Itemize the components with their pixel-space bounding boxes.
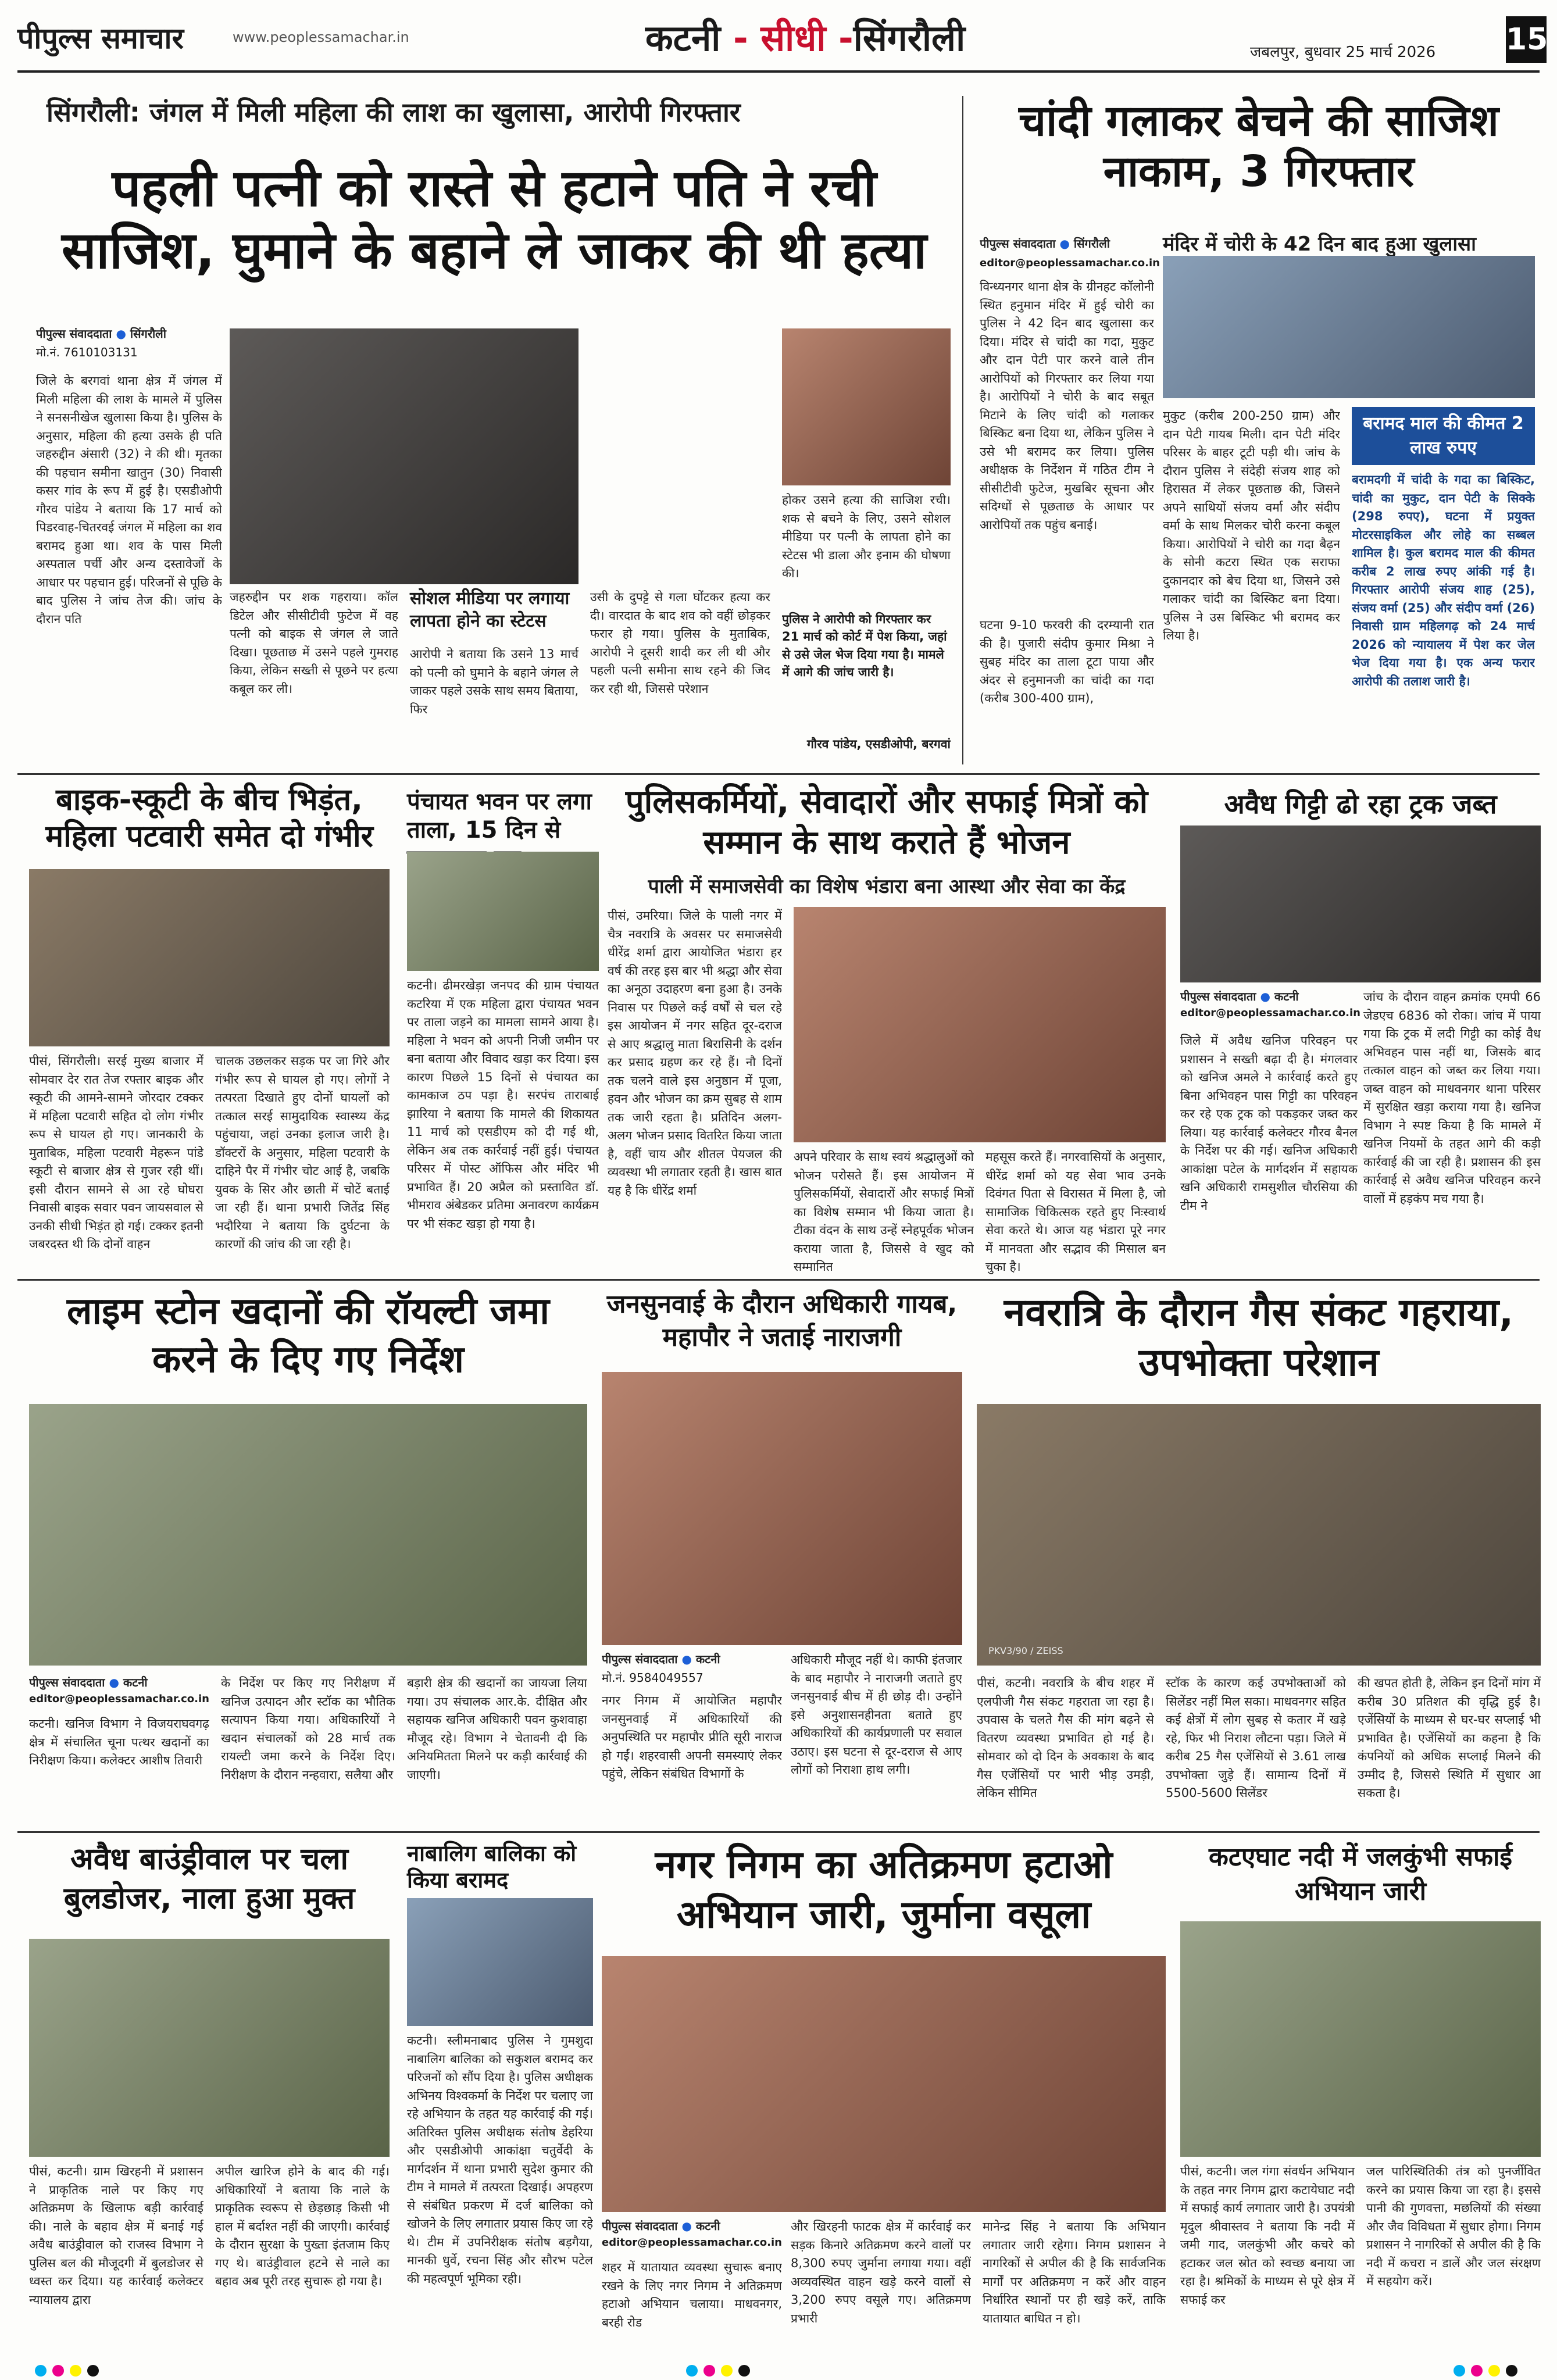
story6-byline — [1180, 988, 1358, 1004]
story4-photo-panchayat — [407, 852, 599, 971]
black-dot-icon — [1506, 2365, 1517, 2377]
story9-col2: स्टॉक के कारण कई उपभोक्ताओं को सिलेंडर नहीं मिल सका। माधवनगर सहित कई क्षेत्रों में लोग सुबह से कतार में खड़े रहे, फिर भी निराश लौटना पड़ा। जिले में करीब 25 गैस एजेंसियों से 3.61 लाख उपभोक्ता जुड़े हैं। सामान्य दिनों में 5500-5600 सिलेंडर — [1166, 1676, 1346, 1800]
byline-dot-icon: ● — [1059, 237, 1070, 251]
story8-byline — [602, 1651, 782, 1667]
story10-headline: अवैध बाउंड्रीवाल पर चला बुलडोजर, नाला हुआ मुक्त — [63, 1842, 355, 1916]
byline-dot-icon: ● — [681, 2219, 692, 2233]
edition-title — [645, 13, 965, 62]
column-divider — [962, 96, 963, 764]
story1-quote-note: पुलिस ने आरोपी को गिरफ्तार कर 21 मार्च को कोर्ट में पेश किया, जहां से उसे जेल भेज दिया गया है। मामले में आगे की जांच जारी है। — [782, 612, 947, 680]
story5-col1: पीसं, उमरिया। जिले के पाली नगर में चैत्र नवरात्रि के अवसर पर समाजसेवी धीरेंद्र शर्मा द्वारा आयोजित भंडारा हर वर्ष की तरह इस बार भी श्रद्धा और सेवा का अनूठा उदाहरण बना हुआ है। उनके निवास पर पिछले कई वर्षों से चल रहे इस आयोजन में नगर सहित दूर-दराज से आए श्रद्धालु माता बिरासिनी के दर्शन कर प्रसाद ग्रहण कर रहे हैं। नौ दिनों तक चलने वाले इस अनुष्ठान में पूजा, हवन और भोजन का क्रम सुबह से शाम तक जारी रहता है। प्रतिदिन अलग-अलग भोजन प्रसाद वितरित किया जाता है, वहीं चाय और शीतल पेयजल की व्यवस्था भी लगातार रहती है। खास बात यह है कि धीरेंद्र शर्मा — [608, 909, 782, 1198]
byline-dot-icon: ● — [109, 1675, 119, 1689]
story8-col2: अधिकारी मौजूद नहीं थे। काफी इंतजार के बाद महापौर ने नाराजगी जताते हुए जनसुनवाई बीच में ही छोड़ दी। उन्होंने इसे अनुशासनहीनता बताते हुए अधिकारियों की कार्यप्रणाली पर सवाल उठाए। इस घटना से दूर-दराज से आए लोगों को निराशा हाथ लगी। — [791, 1653, 962, 1777]
story11-headline: नाबालिग बालिका को किया बरामद — [407, 1841, 577, 1893]
story6-photo-truck — [1180, 826, 1541, 982]
byline-place: कटनी — [695, 1652, 720, 1666]
story1-col5: होकर उसने हत्या की साजिश रची। शक से बचने के लिए, उसने सोशल मीडिया पर पत्नी के लापता होने का स्टेटस भी डाला और इनाम की घोषणा की। — [782, 493, 951, 580]
story6-email[interactable]: editor@peoplessamachar.co.in — [1180, 1007, 1360, 1019]
story8-col1: नगर निगम में आयोजित महापौर जनसुनवाई में अधिकारियों की अनुपस्थिति पर महापौर प्रीति सूरी नाराज हो गईं। शहरवासी अपनी समस्याएं लेकर पहुंचे, लेकिन संबंधित विभागों के — [602, 1693, 782, 1781]
story2-factbox-title: बरामद माल की कीमत 2 लाख रुपए — [1352, 407, 1535, 465]
story1-col1: जिले के बरगवां थाना क्षेत्र में जंगल में मिली महिला की लाश के मामले में पुलिस ने सनसनीखेज खुलासा किया है। पुलिस के अनुसार, महिला की हत्या उसके ही पति जहरुद्दीन अंसारी (32) ने की थी। मृतका की पहचान समीना खातुन (30) निवासी कसर गांव के रूप में हुई है। एसडीओपी गौरव पांडेय ने बताया कि 17 मार्च को पिडरवाह-चितरवई जंगल में महिला का शव बरामद हुआ था। शव के पास मिली अस्पताल पर्ची और अन्य दस्तावेजों के आधार पर पहचान हुई। परिजनों से पूछि के बाद पुलिस ने जांच तेज की। जांच के दौरान पति — [36, 374, 222, 626]
story1-photo-victim — [782, 328, 951, 485]
masthead — [17, 12, 1548, 73]
story1-kicker: सिंगरौली: जंगल में मिली महिला की लाश का खुलासा, आरोपी गिरफ्तार — [47, 97, 741, 128]
story1-col3: आरोपी ने बताया कि उसने 13 मार्च को पत्नी को घुमाने के बहाने जंगल ले जाकर पहले उसके साथ समय बिताया, फिर — [410, 647, 578, 716]
story12-col1: शहर में यातायात व्यवस्था सुचारू बनाए रखने के लिए नगर निगम ने अतिक्रमण हटाओ अभियान चलाया। माधवनगर, बरही रोड — [602, 2260, 782, 2329]
edition-katni: कटनी — [645, 17, 721, 59]
row-divider — [17, 1831, 1540, 1833]
story5-subhead: पाली में समाजसेवी का विशेष भंडारा बना आस्था और सेवा का केंद्र — [648, 875, 1126, 898]
byline-dot-icon: ● — [1260, 989, 1270, 1003]
story2-subhead: मंदिर में चोरी के 42 दिन बाद हुआ खुलासा — [1163, 233, 1476, 256]
story12-col2: और खिरहनी फाटक क्षेत्र में कार्रवाई कर सड़क किनारे अतिक्रमण करने वालों पर 8,300 रुपए जुर्माना लगाया गया। वहीं अव्यवस्थित वाहन खड़े करने वालों से 3,200 रुपए वसूले गए। अतिक्रमण प्रभारी — [791, 2220, 971, 2325]
byline-name: पीपुल्स संवाददाता — [29, 1675, 105, 1689]
cyan-dot-icon — [35, 2365, 47, 2377]
byline-dot-icon: ● — [681, 1652, 692, 1666]
newspaper-logo: पीपुल्स समाचार — [17, 22, 184, 55]
story2-col1b: घटना 9-10 फरवरी की दरम्यानी रात की है। पुजारी संदीप कुमार मिश्रा ने सुबह मंदिर का ताला टूटा पाया और अंदर से हनुमानजी का चांदी का गदा (करीब 300-400 ग्राम), — [980, 618, 1154, 705]
story10-col2: अपील खारिज होने के बाद की गई। अधिकारियों ने बताया कि नाले के प्राकृतिक स्वरूप से छेड़छाड़ किसी भी हाल में बर्दाश्त नहीं की जाएगी। कार्रवाई के दौरान सुरक्षा के पुख्ता इंतजाम किए गए थे। बाउंड्रीवाल हटने से नाले का बहाव अब पूरी तरह सुचारू हो गया है। — [215, 2164, 390, 2288]
byline-place: कटनी — [123, 1675, 148, 1689]
story6-headline: अवैध गिट्टी ढो रहा ट्रक जब्त — [1224, 788, 1497, 820]
row-divider — [17, 773, 1540, 775]
edition-sep-2: - — [838, 17, 854, 59]
story2-email[interactable]: editor@peoplessamachar.co.in — [980, 257, 1160, 269]
story5-photo-bhandara — [794, 907, 1166, 1142]
magenta-dot-icon — [703, 2365, 715, 2377]
yellow-dot-icon — [721, 2365, 733, 2377]
story13-photo-river — [1180, 1921, 1541, 2157]
story1-byline — [36, 326, 222, 341]
story8-mobile: मो.नं. 9584049557 — [602, 1671, 703, 1685]
page-number: 15 — [1506, 16, 1547, 63]
story1-col2: जहरुद्दीन पर शक गहराया। कॉल डिटेल और सीसीटीवी फुटेज में वह पत्नी को बाइक से जंगल ले जाते दिखा। पूछताछ में उसने पहले गुमराह किया, लेकिन सख्ती से पूछने पर हत्या कबूल कर ली। — [230, 590, 398, 696]
story1-headline: पहली पत्नी को रास्ते से हटाने पति ने रची साजिश, घुमाने के बहाने ले जाकर की थी हत्या — [62, 158, 927, 281]
story7-col2: के निर्देश पर किए गए निरीक्षण में खनिज उत्पादन और स्टॉक का भौतिक सत्यापन किया गया। अधिकारियों ने खदान संचालकों को 28 मार्च तक रायल्टी जमा करने के निर्देश दिए। निरीक्षण के दौरान नन्हवारा, सलैया और — [221, 1676, 395, 1782]
story12-photo-drive — [602, 1956, 1166, 2212]
yellow-dot-icon — [1488, 2365, 1500, 2377]
story9-photo-gas-queue — [977, 1404, 1541, 1666]
story5-col2: अपने परिवार के साथ स्वयं श्रद्धालुओं को भोजन परोसते हैं। इस आयोजन में पुलिसकर्मियों, सेवादारों और सफाई मित्रों का विशेष सम्मान भी किया जाता है। टीका वंदन के साथ उन्हें स्नेहपूर्वक भोजन कराया जाता है, जिससे वे खुद को सम्मानित — [794, 1150, 974, 1274]
edition-singrauli: सिंगरौली — [853, 17, 966, 59]
story3-headline: बाइक-स्कूटी के बीच भिड़ंत, महिला पटवारी समेत दो गंभीर — [45, 782, 373, 855]
byline-name: पीपुल्स संवाददाता — [36, 327, 112, 341]
story7-byline — [29, 1674, 209, 1690]
story3-col2: चालक उछलकर सड़क पर जा गिरे और गंभीर रूप से घायल हो गए। लोगों ने तत्परता दिखाते हुए दोनों घायलों को तत्काल सरई सामुदायिक स्वास्थ्य केंद्र पहुंचाया, जहां उनका इलाज जारी है। डॉक्टरों के अनुसार, महिला पटवारी के दाहिने पैर में गंभीर चोट आई है, जबकि युवक के सिर और छाती में चोटें बताई जा रही हैं। थाना प्रभारी जितेंद्र सिंह भदौरिया ने बताया कि दुर्घटना के कारणों की जांच की जा रही है। — [215, 1054, 390, 1251]
issue-date: जबलपुर, बुधवार 25 मार्च 2026 — [1250, 44, 1436, 61]
story7-photo-mine — [29, 1404, 587, 1666]
website-url[interactable]: www.peoplessamachar.in — [233, 29, 409, 45]
story7-email[interactable]: editor@peoplessamachar.co.in — [29, 1693, 209, 1705]
byline-place: सिंगरौली — [130, 327, 166, 341]
byline-name: पीपुल्स संवाददाता — [1180, 989, 1256, 1003]
story5-col3: महसूस करते हैं। नगरवासियों के अनुसार, धीरेंद्र शर्मा को यह सेवा भाव उनके दिवंगत पिता से विरासत में मिला है, जो सामाजिक चिकित्सक रहते हुए निःस्वार्थ सेवा करते थे। आज यह भंडारा पूरे नगर में मानवता और सद्भाव की मिसाल बन चुका है। — [985, 1150, 1166, 1274]
magenta-dot-icon — [1471, 2365, 1483, 2377]
story4-col: कटनी। ढीमरखेड़ा जनपद की ग्राम पंचायत कटरिया में एक महिला द्वारा पंचायत भवन पर ताला जड़ने का मामला सामने आया है। महिला ने भवन को अपनी निजी जमीन पर बना बताया और विवाद खड़ा कर दिया। इस कारण पिछले 15 दिनों से पंचायत का कामकाज ठप पड़ा है। सरपंच ताराबाई झारिया ने बताया कि मामले की शिकायत 11 मार्च को एसडीएम को दी गई थी, लेकिन अब तक कार्रवाई नहीं हुई। पंचायत परिसर में पोस्ट ऑफिस और मंदिर भी प्रभावित हैं। 20 अप्रैल को प्रस्तावित डॉ. भीमराव अंबेडकर प्रतिमा अनावरण कार्यक्रम पर भी संकट खड़ा हो गया है। — [407, 978, 599, 1231]
story2-byline — [980, 235, 1154, 251]
story4-headline: पंचायत भवन पर लगा ताला, 15 दिन से — [407, 788, 592, 844]
edition-sep-1: - — [733, 17, 748, 59]
print-registration-bar — [0, 2358, 1557, 2380]
story1-quote-by: गौरव पांडेय, एसडीओपी, बरगवां — [806, 737, 951, 751]
photo-watermark: PKV3/90 / ZEISS — [988, 1645, 1063, 1656]
story12-email[interactable]: editor@peoplessamachar.co.in — [602, 2236, 782, 2249]
story12-byline — [602, 2218, 782, 2234]
story2-col1: विन्ध्यनगर थाना क्षेत्र के ग्रीनहट कॉलोनी स्थित हनुमान मंदिर में हुई चोरी का पुलिस ने 42 दिन बाद खुलासा कर दिया। मंदिर से चांदी का गदा, मुकुट और दान पेटी पार करने वाले तीन आरोपियों को गिरफ्तार कर लिया गया है। आरोपियों ने चोरी के बाद सबूत मिटाने के लिए चांदी को गलाकर बिस्किट बना दिया था, लेकिन पुलिस ने उसे भी बरामद कर लिया। पुलिस अधीक्षक के निर्देशन में गठित टीम ने सीसीटीवी फुटेज, मुखबिर सूचना और सदिग्धों से पूछताछ के आधार पर आरोपियों तक पहुंच बनाई। — [980, 280, 1154, 532]
story10-photo-bulldozer — [29, 1939, 390, 2157]
story7-col3: बड़ारी क्षेत्र की खदानों का जायजा लिया गया। उप संचालक आर.के. दीक्षित और सहायक खनिज अधिकारी पवन कुशवाहा मौजूद रहे। विभाग ने चेतावनी दी कि अनियमितता मिलने पर कड़ी कार्रवाई की जाएगी। — [407, 1676, 587, 1782]
story2-col2: मुकुट (करीब 200-250 ग्राम) और दान पेटी गायब मिली। दान पेटी मंदिर परिसर के बाहर टूटी पड़ी थी। जांच के दौरान पुलिस ने संदेही संजय शाह को हिरासत में लेकर पूछताछ की, जिसने अपने साथियों संजय वर्मा और संदीप वर्मा के साथ मिलकर चोरी करना कबूल किया। आरोपियों ने चोरी का गदा बैढ़न के सोनी कटरा स्थित एक सराफा दुकानदार को बेच दिया था, जिसने उसे गलाकर चांदी का बिस्किट बना दिया। पुलिस ने उस बिस्किट भी बरामद कर लिया है। — [1163, 409, 1340, 642]
story13-col1: पीसं, कटनी। जल गंगा संवर्धन अभियान के तहत नगर निगम द्वारा कटायेघाट नदी में सफाई कार्य लगातार जारी है। उपयंत्री मृदुल श्रीवास्तव ने बताया कि नदी में जमी गाद, जलकुंभी और कचरे को हटाकर जल स्रोत को स्वच्छ बनाया जा रहा है। श्रमिकों के माध्यम से पूरे क्षेत्र में सफाई कर — [1180, 2164, 1355, 2307]
story1-mobile: मो.नं. 7610103131 — [36, 345, 138, 359]
yellow-dot-icon — [70, 2365, 81, 2377]
edition-sidhi: सीधी — [760, 17, 826, 59]
byline-name: पीपुल्स संवाददाता — [602, 2219, 678, 2233]
story9-col1: पीसं, कटनी। नवरात्रि के बीच शहर में एलपीजी गैस संकट गहराता जा रहा है। उपवास के चलते गैस की मांग बढ़ने से वितरण व्यवस्था प्रभावित हो गई है। सोमवार को दो दिन के अवकाश के बाद गैस एजेंसियों पर भारी भीड़ उमड़ी, लेकिन सीमित — [977, 1676, 1154, 1800]
story1-photo-police — [230, 328, 578, 584]
cyan-dot-icon — [1454, 2365, 1465, 2377]
story9-headline: नवरात्रि के दौरान गैस संकट गहराया, उपभोक्ता परेशान — [1004, 1290, 1514, 1385]
cyan-dot-icon — [686, 2365, 698, 2377]
black-dot-icon — [87, 2365, 99, 2377]
story2-factbox-text: बरामदगी में चांदी के गदा का बिस्किट, चांदी का मुकुट, दान पेटी के सिक्के (298 रुपए), घटना में प्रयुक्त मोटरसाइकिल और लोहे का सब्बल शामिल है। कुल बरामद माल की कीमत करीब 2 लाख रुपए आंकी गई है। गिरफ्तार आरोपी संजय शाह (25), संजय वर्मा (25) और संदीप वर्मा (26) निवासी ग्राम महिलगढ़ को 24 मार्च 2026 को न्यायालय में पेश कर जेल भेज दिया गया है। एक अन्य फरार आरोपी की तलाश जारी है। — [1352, 473, 1535, 688]
story1-subhead: सोशल मीडिया पर लगाया लापता होने का स्टेटस — [410, 588, 570, 631]
story10-col1: पीसं, कटनी। ग्राम खिरहनी में प्रशासन ने प्राकृतिक नाले पर किए गए अतिक्रमण के खिलाफ बड़ी कार्रवाई की। नाले के बहाव क्षेत्र में बनाई गई अवैध बाउंड्रीवाल को राजस्व विभाग ने पुलिस बल की मौजूदगी में बुलडोजर से ध्वस्त कर दिया। यह कार्रवाई कलेक्टर न्यायालय द्वारा — [29, 2164, 203, 2307]
byline-name: पीपुल्स संवाददाता — [980, 237, 1056, 251]
story13-headline: कटएघाट नदी में जलकुंभी सफाई अभियान जारी — [1209, 1842, 1512, 1907]
byline-dot-icon: ● — [116, 327, 126, 341]
story6-col2: जांच के दौरान वाहन क्रमांक एमपी 66 जेडएच 6836 को रोका। जांच में पाया गया कि ट्रक में लदी गिट्टी का कोई वैध अभिवहन पास नहीं था, जिसके बाद तत्काल वाहन को जब्त कर लिया गया। जब्त वाहन को माधवनगर थाना परिसर में सुरक्षित खड़ा कराया गया है। खनिज विभाग ने स्पष्ट किया है कि मामले में खनिज नियमों के तहत आगे की कड़ी कार्रवाई की जा रही है। प्रशासन की इस कार्रवाई से अवैध खनिज परिवहन करने वालों में हड़कंप मच गया है। — [1363, 990, 1541, 1206]
story9-col3: की खपत होती है, लेकिन इन दिनों मांग में करीब 30 प्रतिशत की वृद्धि हुई है। एजेंसियों के माध्यम से घर-घर सप्लाई भी प्रभावित है। एजेंसियों का कहना है कि कंपनियों को अधिक सप्लाई मिलने की उम्मीद है, जिससे स्थिति में सुधार आ सकता है। — [1358, 1676, 1541, 1800]
byline-place: सिंगरौली — [1073, 237, 1110, 251]
story11-col: कटनी। स्लीमनाबाद पुलिस ने गुमशुदा नाबालिग बालिका को सकुशल बरामद कर परिजनों को सौंप दिया है। पुलिस अधीक्षक अभिनय विश्वकर्मा के निर्देश पर चलाए जा रहे अभियान के तहत यह कार्रवाई की गई। अतिरिक्त पुलिस अधीक्षक संतोष डेहरिया और एसडीओपी आकांक्षा चतुर्वेदी के मार्गदर्शन में थाना प्रभारी सुदेश कुमार की टीम ने मामले में तत्परता दिखाई। अपहरण से संबंधित प्रकरण में दर्ज बालिका को खोजने के लिए लगातार प्रयास किए जा रहे थे। टीम में उपनिरीक्षक संतोष बड़गैया, मानकी धुर्वे, रचना सिंह और सौरभ पटेल की महत्वपूर्ण भूमिका रही। — [407, 2034, 593, 2286]
story6-col1: जिले में अवैध खनिज परिवहन पर प्रशासन ने सख्ती बढ़ा दी है। मंगलवार को खनिज अमले ने कार्रवाई करते हुए बिना अभिवहन पास गिट्टी का परिवहन कर रहे एक ट्रक को पकड़कर जब्त कर लिया। यह कार्रवाई कलेक्टर गौरव बैनल के निर्देश पर की गई। खनिज अधिकारी आकांक्षा पटेल के मार्गदर्शन में सहायक खनि अधिकारी रामसुशील चौरसिया की टीम ने — [1180, 1034, 1358, 1213]
story5-headline: पुलिसकर्मियों, सेवादारों और सफाई मित्रों को सम्मान के साथ कराते हैं भोजन — [625, 783, 1148, 862]
story11-photo-police — [407, 1898, 593, 2026]
story8-photo-mayor — [602, 1372, 962, 1645]
story3-col1: पीसं, सिंगरौली। सरई मुख्य बाजार में सोमवार देर रात तेज रफ्तार बाइक और स्कूटी की आमने-सामने जोरदार टक्कर में महिला पटवारी सहित दो लोग गंभीर रूप से घायल हो गए। जानकारी के मुताबिक, महिला पटवारी मेहरून पांडे स्कूटी से बाजार क्षेत्र से गुजर रही थीं। इसी दौरान सामने से आ रहे घोघरा निवासी बाइक सवार पवन जायसवाल से उनकी सीधी भिड़ंत हो गई। टक्कर इतनी जबरदस्त थी कि दोनों वाहन — [29, 1054, 203, 1251]
story12-col3: मानेन्द्र सिंह ने बताया कि अभियान लगातार जारी रहेगा। निगम प्रशासन ने नागरिकों से अपील की है कि सार्वजनिक मार्गों पर अतिक्रमण न करें और वाहन निर्धारित स्थानों पर ही खड़े करें, ताकि यातायात बाधित न हो। — [983, 2220, 1166, 2325]
story12-headline: नगर निगम का अतिक्रमण हटाओ अभियान जारी, जुर्माना वसूला — [655, 1842, 1113, 1937]
byline-place: कटनी — [695, 2219, 720, 2233]
story7-headline: लाइम स्टोन खदानों की रॉयल्टी जमा करने के दिए गए निर्देश — [67, 1290, 549, 1382]
magenta-dot-icon — [52, 2365, 64, 2377]
black-dot-icon — [738, 2365, 750, 2377]
story2-headline: चांदी गलाकर बेचने की साजिश नाकाम, 3 गिरफ्तार — [1019, 96, 1499, 197]
story8-headline: जनसुनवाई के दौरान अधिकारी गायब, महापौर ने जताई नाराजगी — [606, 1289, 958, 1353]
story3-photo-vehicle — [29, 869, 390, 1046]
story1-col4: उसी के दुपट्टे से गला घोंटकर हत्या कर दी। वारदात के बाद शव को वहीं छोड़कर फरार हो गया। पुलिस के मुताबिक, आरोपी ने दूसरी शादी कर ली थी और पहली पत्नी समीना साथ रहने की जिद कर रही थी, जिससे परेशान — [590, 590, 770, 696]
row-divider — [17, 1279, 1540, 1281]
story7-col1: कटनी। खनिज विभाग ने विजयराघवगढ़ क्षेत्र में संचालित चूना पत्थर खदानों का निरीक्षण किया। कलेक्टर आशीष तिवारी — [29, 1717, 209, 1767]
story13-col2: जल पारिस्थितिकी तंत्र को पुनर्जीवित करने का प्रयास किया जा रहा है। इससे पानी की गुणवत्ता, मछलियों की संख्या और जैव विविधता में सुधार होगा। निगम प्रशासन ने नागरिकों से अपील की है कि नदी में कचरा न डालें और जल संरक्षण में सहयोग करें। — [1366, 2164, 1541, 2288]
byline-name: पीपुल्स संवाददाता — [602, 1652, 678, 1666]
story2-photo-accused — [1163, 256, 1535, 398]
byline-place: कटनी — [1274, 989, 1299, 1003]
